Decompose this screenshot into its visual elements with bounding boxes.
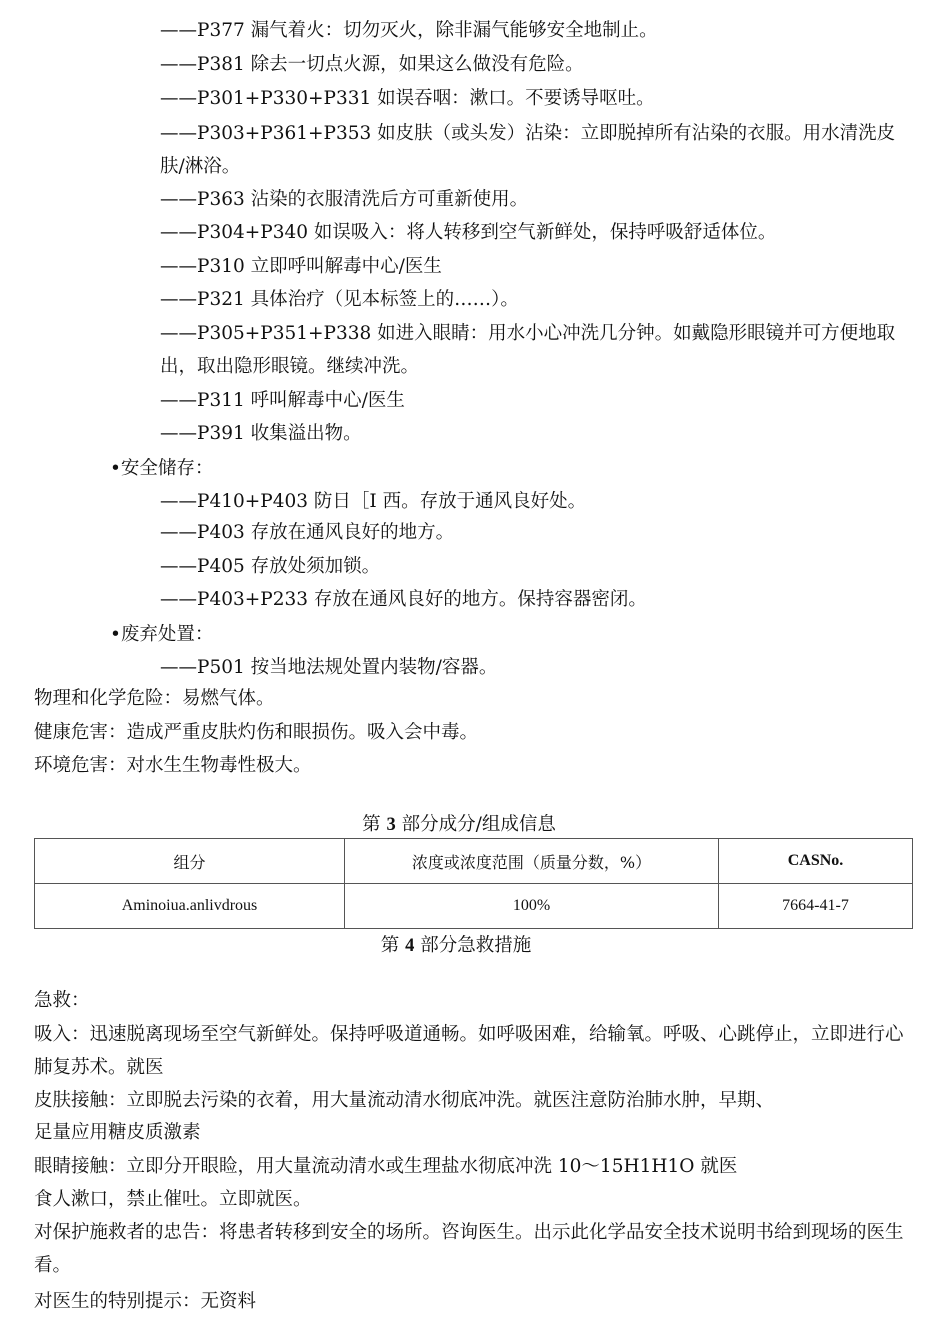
advice-doctor: 对医生的特别提示：无资料 <box>34 1291 257 1312</box>
precaution-p321: ——P321 具体治疗（见本标签上的……）。 <box>160 289 519 310</box>
first-aid-ingestion: 食人漱口，禁止催吐。立即就医。 <box>34 1189 312 1210</box>
first-aid-inhalation: 吸入：迅速脱离现场至空气新鲜处。保持呼吸道通畅。如呼吸困难，给输氧。呼吸、心跳停止，立即进行心肺复苏术。就医 <box>34 1024 904 1078</box>
table-header-row <box>35 839 913 884</box>
first-aid-heading: 急救： <box>34 990 90 1011</box>
header-cas: CASNo. <box>719 839 913 884</box>
section3-heading: 第 3 部分成分/组成信息 <box>362 814 556 835</box>
advice-rescuers: 对保护施救者的忠告：将患者转移到安全的场所。咨询医生。出示此化学品安全技术说明书给到现场的医生看。 <box>34 1222 904 1276</box>
environmental-hazard: 环境危害：对水生生物毒性极大。 <box>34 755 312 776</box>
storage-p405: ——P405 存放处须加锁。 <box>160 556 381 577</box>
precaution-p310: ——P310 立即呼叫解毒中心/医生 <box>160 256 442 277</box>
storage-p403: ——P403 存放在通风良好的地方。 <box>160 522 455 543</box>
storage-p410: ——P410+P403 防日［I 西。存放于通风良好处。 <box>160 491 587 512</box>
precaution-p381: ——P381 除去一切点火源，如果这么做没有危险。 <box>160 54 584 75</box>
precaution-p311: ——P311 呼叫解毒中心/医生 <box>160 390 405 411</box>
cell-cas: 7664-41-7 <box>719 884 913 929</box>
precaution-p305: ——P305+P351+P338 如进入眼睛：用水小心冲洗几分钟。如戴隐形眼镜并可方便地取出，取出隐形眼镜。继续冲洗。 <box>160 323 896 377</box>
disposal-p501: ——P501 按当地法规处置内装物/容器。 <box>160 657 498 678</box>
disposal-heading: •废弃处置： <box>110 624 214 645</box>
header-concentration: 浓度或浓度范围（质量分数，%） <box>345 839 719 884</box>
cell-component: Aminoiua.anlivdrous <box>35 884 345 929</box>
storage-p403-p233: ——P403+P233 存放在通风良好的地方。保持容器密闭。 <box>160 589 647 610</box>
cell-concentration: 100% <box>345 884 719 929</box>
precaution-p377: ——P377 漏气着火：切勿灭火，除非漏气能够安全地制止。 <box>160 20 658 41</box>
section4-heading: 第 4 部分急救措施 <box>380 935 532 956</box>
first-aid-skin: 皮肤接触：立即脱去污染的衣着，用大量流动清水彻底冲洗。就医注意防治肺水肿，早期、 <box>34 1090 775 1111</box>
first-aid-eyes: 眼睛接触：立即分开眼睑，用大量流动清水或生理盐水彻底冲洗 10〜15H1H1O 就医 <box>34 1156 738 1177</box>
precaution-p301: ——P301+P330+P331 如误吞咽：漱口。不要诱导呕吐。 <box>160 88 655 109</box>
precaution-p363: ——P363 沾染的衣服清洗后方可重新使用。 <box>160 189 529 210</box>
table-row <box>35 884 913 929</box>
header-component: 组分 <box>35 839 345 884</box>
precaution-p391: ——P391 收集溢出物。 <box>160 423 362 444</box>
precaution-p303: ——P303+P361+P353 如皮肤（或头发）沾染：立即脱掉所有沾染的衣服。用水清洗皮肤/淋浴。 <box>160 123 896 177</box>
composition-table <box>34 838 913 929</box>
first-aid-skin-cont: 足量应用糖皮质激素 <box>34 1122 201 1143</box>
precaution-p304: ——P304+P340 如误吸入：将人转移到空气新鲜处，保持呼吸舒适体位。 <box>160 222 777 243</box>
health-hazard: 健康危害：造成严重皮肤灼伤和眼损伤。吸入会中毒。 <box>34 722 479 743</box>
physical-hazard: 物理和化学危险：易燃气体。 <box>34 688 275 709</box>
storage-heading: •安全储存： <box>110 458 214 479</box>
